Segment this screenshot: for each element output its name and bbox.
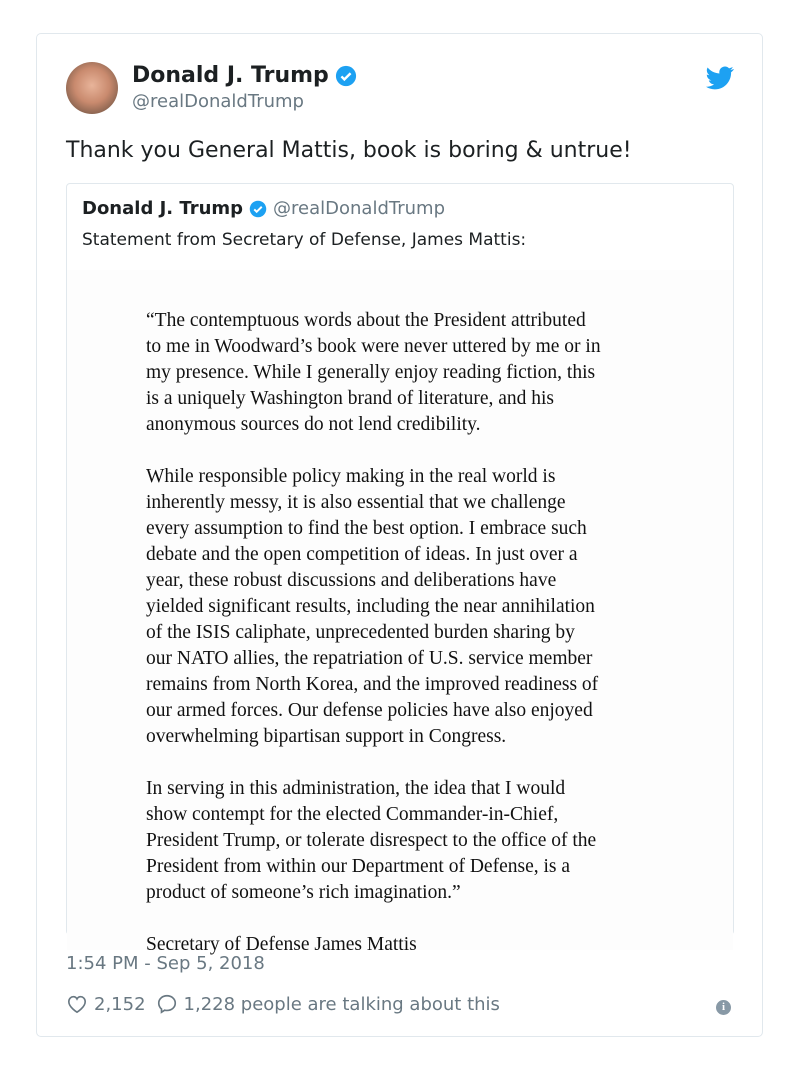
statement-line: of the ISIS caliphate, unprecedented burden sharing by (146, 622, 575, 643)
statement-line: my presence. While I generally enjoy reading fiction, this (146, 362, 596, 383)
author-handle[interactable]: @realDonaldTrump (132, 91, 304, 112)
statement-line: remains from North Korea, and the improved readiness of (146, 674, 599, 695)
statement-line: “The contemptuous words about the President attributed (146, 310, 586, 331)
statement-line: inherently messy, it is also essential that we challenge (146, 492, 566, 513)
timestamp[interactable]: 1:54 PM - Sep 5, 2018 (66, 953, 265, 974)
avatar[interactable] (66, 62, 118, 114)
quoted-author-handle: @realDonaldTrump (273, 198, 445, 219)
verified-icon (335, 65, 357, 87)
statement-line: Secretary of Defense James Mattis (146, 934, 417, 955)
statement-paragraph (146, 776, 596, 906)
statement-line: is a uniquely Washington brand of literature, and his (146, 388, 555, 409)
talking-count[interactable]: 1,228 people are talking about this (183, 993, 500, 1015)
statement-paragraph (146, 464, 598, 750)
statement-line: overwhelming bipartisan support in Congress. (146, 726, 507, 747)
statement-paragraph (146, 308, 601, 438)
engagement-bar (66, 993, 500, 1015)
tweet-text: Thank you General Mattis, book is boring & untrue! (66, 138, 632, 163)
quoted-tweet[interactable] (66, 183, 734, 955)
heart-icon[interactable] (66, 994, 88, 1014)
statement-line: product of someone’s rich imagination.” (146, 882, 461, 903)
statement-line: President Trump, or tolerate disrespect to the office of the (146, 830, 597, 851)
statement-line: our armed forces. Our defense policies have also enjoyed (146, 700, 593, 721)
verified-icon (249, 200, 267, 218)
statement-line: every assumption to find the best option. I embrace such (146, 518, 587, 539)
statement-line: show contempt for the elected Commander-in-Chief, (146, 804, 559, 825)
quoted-header (82, 198, 445, 219)
twitter-bird-icon[interactable] (706, 66, 734, 90)
comment-icon[interactable] (156, 993, 178, 1015)
statement-line: President from within our Department of Defense, is a (146, 856, 571, 877)
author-name[interactable]: Donald J. Trump (132, 63, 329, 88)
like-count[interactable]: 2,152 (94, 993, 146, 1015)
statement-line: In serving in this administration, the idea that I would (146, 778, 566, 799)
statement-line: year, these robust discussions and deliberations have (146, 570, 557, 591)
statement-image[interactable] (67, 270, 733, 955)
statement-line: our NATO allies, the repatriation of U.S. service member (146, 648, 593, 669)
quoted-author-name: Donald J. Trump (82, 198, 244, 219)
author-name-row[interactable] (132, 63, 357, 88)
statement-line: anonymous sources do not lend credibility. (146, 414, 481, 435)
statement-line: yielded significant results, including the near annihilation (146, 596, 595, 617)
info-icon[interactable]: i (716, 1000, 731, 1015)
statement-line: to me in Woodward’s book were never uttered by me or in (146, 336, 601, 357)
quoted-text: Statement from Secretary of Defense, James Mattis: (82, 230, 527, 250)
statement-line: While responsible policy making in the real world is (146, 466, 556, 487)
statement-line: debate and the open competition of ideas. In just over a (146, 544, 578, 565)
